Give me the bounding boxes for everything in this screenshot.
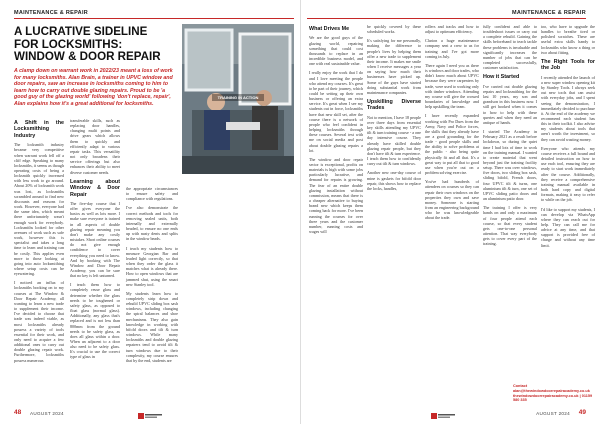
paragraph: Everyone who attends my course receives a full bound and detailed instruction on how to use each tool, ensuring they are ready to start work immediately after the course. Additionally, they receive a comprehensive training manual available in both hard copy and digital formats, making it easy to refer to while on the job. (541, 145, 595, 203)
paragraph: I teach them how to completely reuse glass and determine whether the glass needs to be toughened or safety glass, as opposed to float glass (normal glass). Additionally, any glass that's replaced and is not less than 800mm from the ground needs to be safety glass, as does all glass within a door. When an adjacent to a door also need to be safety glass. It's crucial to use the correct type of glass in (70, 282, 120, 360)
paragraph: be quickly covered by these scheduled works. (367, 24, 421, 35)
publication-logo (138, 408, 162, 418)
paragraph: I've also demonstrate the correct methods and tools for removing sealed units, both internally and externally beaded, to ensure no one ends up with nasty dents and splits in the window beads. (126, 205, 178, 242)
issue-date: AUGUST 2024 (536, 410, 570, 416)
page-number: 48 (14, 409, 22, 416)
section-header: MAINTENANCE & REPAIR (511, 10, 586, 16)
paragraph: I have recently expanded working with Pro Dues from the Army, Navy and Police forces, the skills that they already have are a good grounding for the trade - good people skills and the ability to solve problems at the public - also being quite physically fit and all that. It's a great way to put all that to good use when you're out on a problem solving exercise. (425, 113, 479, 176)
subheading: Upskilling Diverse Trades (367, 99, 421, 112)
paragraph: I'd like to support my students, I can develop via WhatsApp where they can reach out for help. They can call me for advice at any time, and that support is provided free of charge and without any time limit. (541, 206, 595, 248)
subheading: How it Started (483, 74, 520, 81)
left-column-3 (126, 186, 178, 367)
subheading: Learning about Window & Door Repair (70, 178, 120, 198)
paragraph: The window and door repair sector is exceptional, profits on materials is high with some jobs particularly lucrative, and demand for repairs is growing. The fear of an entire double glazing installation without commission, means that there is a cheaper alternative to buying brand new which keeps them coming back for more. I've been running the courses for over three years and the customer number, running costs and wages will (309, 156, 363, 235)
paragraph: I recently attended the launch of a new super window opening kit by Stanley Tools. I always seek out new tools that can assist with everyday jobs, and I spent seeing the demonstration, I immediately decided to purchase it. At the end of the academy we recommend each student has this in their toolkit. I also advise my students about tools that aren't worth the investment, so they can avoid wasting money. (541, 74, 595, 142)
left-column-2 (70, 118, 120, 364)
paragraph: too, who have to upgrade the handles to breathe tired or polished scratches. These are useful extra skills handy to locksmiths who know a thing or two about fitting. (541, 24, 595, 55)
paragraph: The locksmith industry became very competitive when warrant work fell off a cliff edge. Speaking to many locksmiths, it seems as though operating costs of being a locksmith quickly increased with less work to go around. About 20% of locksmith work was lost, as locksmiths scrambled around to find new discounts and reasons for work. However, everyone had the same idea, which meant there unfortunately wasn't enough work for everybody. Locksmiths looked for other avenues of work such as safe work, however this is specialist and takes a long time to learn and training can be costly. This applies even more to those looking at going into auto locksmithing where setup costs can be eyewatering. (14, 142, 64, 277)
paragraph: I've carried out double glazing repairs and locksmithing for the last 10 years, my son and grandson in this business now. I still get hooked when it comes to how to help with these queries and when they need an antique of hands. (483, 83, 537, 125)
paragraph: The five-day course that I offer gives everyone the basics as well as lots more. I make sure everyone is trained in all aspects of double glazing repair meaning you don't make any costly mistakes. Short online courses do not give enough confidence to cover everything you need to know. And by booking with The Window and Door Repair Academy, you can be sure that no key is left unturned. (70, 200, 120, 279)
right-column-3 (425, 24, 479, 224)
paragraph: We are the good guys of the glazing world, repairing something that could cost thousands to replace in an incredible business model, and one with real sustainable value. (309, 35, 363, 67)
subheading: What Drives Me (309, 26, 350, 32)
contact-info: Contact alan@thewindowdoorrepairacademy.co.uk thewindowdoorrepairacademy.co.uk | 01159 580 335 (513, 384, 593, 403)
paragraph: There again I need you as there is windows and door trades, who didn't know much about UPVC because they were carpenters by trade, were used to working only with timber windows. Attending my course will give the crossed boundaries of knowledge and help upskilling the team. (425, 62, 479, 110)
paragraph: fully confident and able to troubleshoot issues or carry out a complete rebuild. Gaining the skills beforehand to teach tackle these problems is invaluable and significantly increases the number of jobs that can be completed successfully, customer satisfaction. (483, 24, 537, 71)
paragraph: I noticed an influx of locksmiths booking on to my courses at The Window & Door Repair Academy, all wanting to learn a new trade to supplement their income. I've decided to choose that trade was indeed viable, as most locksmiths already possess a variety of tools essential for their work, and only need to acquire a few additional ones to carry out double glazing repair work. Furthermore, locksmiths possess numerous (14, 280, 64, 363)
right-page (300, 0, 600, 424)
paragraph: the appropriate circumstances to ensure safety and compliance with regulations. (126, 186, 178, 202)
publication-logo (431, 408, 455, 418)
right-column-1 (309, 24, 363, 238)
paragraph: It's satisfying for me personally, making the difference to people's lives by helping them offer a new trade to supplement their income. It makes me smile when I receive messages a year on saying how much their businesses have picked up. Some of the guys have started doing substantial work from maintenance companies. (367, 38, 421, 95)
left-page (0, 0, 300, 424)
paragraph: I started The Academy in February 2021 as a result before lockdown, so during the quiet time I had lots of time to work on the training manual. I wanted to create material that went beyond just the training facility setup. There was over windows, five doors, two sliding box sash, sliding bifold, French doors, four UPVC tilt & turns, one aluminium tilt & turn, one set of UPVC sliding patio doors and an aluminium patio door. (483, 129, 537, 202)
paragraph: I teach my students how to measure Georgian Bar and leaded light correctly, so that when they order the glass it matches what is already there. How to open windows that are jammed shut, using the smart new Stanley tool. (126, 245, 178, 287)
paragraph: transferable skills, such as replacing door handles, changing multi points and drive gears which allows them to quickly and efficiently adapt to various repair tasks. This versatility not only broadens their service offerings but also enhances their ability to meet diverse customer needs. (70, 118, 120, 175)
header-rule (307, 18, 586, 19)
header-rule (14, 18, 294, 19)
article-standfirst: A clamp down on warrant work in 2022/23 meant a loss of work for many locksmiths. Alan Brain, a trainer in UPVC window and door repairs, saw an increase in locksmiths coming to him to learn how to carry out double glazing repairs. Proud to be 'a good guy of the glazing world' following 'don't replace, repair', Alan explains how it's a great additional for locksmiths. (14, 68, 173, 107)
left-column-1 (14, 118, 64, 367)
paragraph: Another new one-day course of mine is gaskets for bifold door repair, this shows how to replace the locks, handles, (367, 170, 421, 191)
paragraph: The training I offer is very hands on and only a maximum of four people attend each course, so that every student gets one-to-one personal attention. That way everybody gets to cover every part of the training. (483, 205, 537, 247)
paragraph: Not to mention, I have 18 people over three days from essential key skills attending my UPVC tilt & turn training course - a one day intensive course. They already have skilled double glazing repair people, but they don't have tilt & turn experience. I teach them how to confidently carry out tilt & turn windows. (367, 114, 422, 167)
article-headline: A LUCRATIVE SIDELINE FOR LOCKSMITHS: WINDOW & DOOR REPAIR (14, 25, 161, 64)
training-photo (182, 24, 294, 174)
page-number: 49 (578, 409, 586, 416)
paragraph: My students learn how to completely strip down and rebuild UPVC sliding box sash windows, including changing the spiral balances and shoe mechanisms. They also gain knowledge in working with bifold doors and tilt & turn windows. While many locksmiths and double glazing repairers tend to avoid tilt & turn windows due to their complexity, my course ensures that by the end, students are (126, 290, 178, 363)
paragraph: Clarion a huge maintenance company sent a crew to us for training and I've got more coming in July. (425, 38, 479, 59)
issue-date: AUGUST 2024 (30, 410, 64, 416)
subheading: The Right Tools for the Job (541, 58, 595, 72)
photo-caption: TRAINING IN ACTION (212, 94, 264, 101)
paragraph: rollers and tracks and how to adjust to optimum efficiency. (425, 24, 479, 35)
subheading: A Shift in the Locksmithing Industry (14, 120, 64, 139)
right-column-4 (483, 24, 537, 247)
paragraph: I really enjoy the work that I do and I love meeting the people who attend my courses. It's great to be part of their journey, which could be setting up their own business or offering an extra service. It's great when I see my students out in force, locksmiths have that new skill set, after the course there is a network of people who feel confident in helping locksmiths through these courses. Several text with me on social media and post about double glazing repairs a lot. (309, 70, 363, 153)
right-column-2 (367, 24, 421, 195)
section-header: MAINTENANCE & REPAIR (14, 10, 89, 16)
paragraph: You've had hundreds of attendees on courses so they can repair their own windows on the properties they own and save money. Someone is starting from an engineering background who he was knowledgeable about the trade. (425, 179, 479, 221)
right-column-5 (541, 24, 595, 380)
